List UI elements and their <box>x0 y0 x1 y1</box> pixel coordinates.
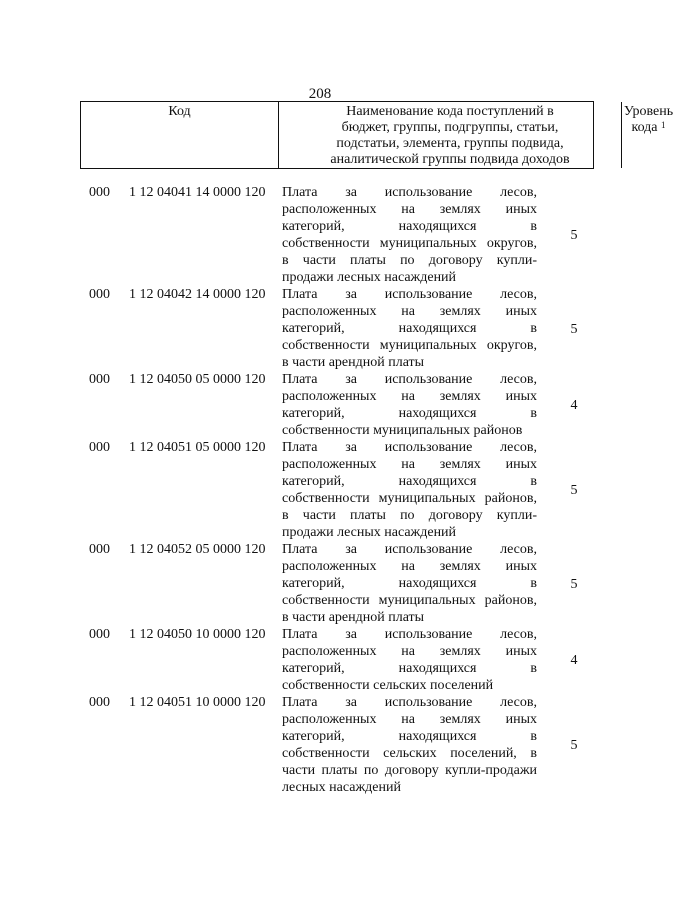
income-name <box>282 541 537 626</box>
code-level: 5 <box>570 576 578 592</box>
header-code-label: Код <box>168 104 191 119</box>
income-name-line: расположенных на землях иных <box>282 644 537 659</box>
income-name-line: продажи лесных насаждений <box>282 270 457 285</box>
table-row <box>0 694 640 796</box>
income-name-line: категорий, находящихся в <box>282 321 537 336</box>
table-row <box>0 371 640 439</box>
income-name-line: в части арендной платы <box>282 610 425 625</box>
income-codes-list <box>0 184 640 796</box>
income-name <box>282 439 537 541</box>
table-row <box>0 541 640 626</box>
income-name-line: собственности муниципальных районов <box>282 423 523 438</box>
income-name-line: Плата за использование лесов, <box>282 372 537 387</box>
header-name-line: подстатьи, элемента, группы подвида, <box>336 136 564 151</box>
code-level: 5 <box>570 228 578 243</box>
income-code: 1 12 04051 05 0000 120 <box>129 440 266 455</box>
income-name-line: в части платы по договору купли- <box>282 253 537 268</box>
income-name-line: продажи лесных насаждений <box>282 525 457 540</box>
income-code: 1 12 04052 05 0000 120 <box>129 542 266 557</box>
header-level-cell <box>622 102 675 168</box>
income-name-line: в части арендной платы <box>282 355 425 370</box>
income-code: 1 12 04050 05 0000 120 <box>129 372 266 387</box>
income-code: 1 12 04042 14 0000 120 <box>129 287 266 302</box>
income-name-line: расположенных на землях иных <box>282 389 537 404</box>
header-code-cell <box>81 102 279 168</box>
table-header <box>80 101 674 169</box>
income-code: 1 12 04041 14 0000 120 <box>129 185 266 200</box>
income-name-line: собственности муниципальных районов, <box>282 593 537 608</box>
code-level: 5 <box>570 738 578 753</box>
income-name-line: Плата за использование лесов, <box>282 185 537 200</box>
admin-code: 000 <box>89 185 110 200</box>
income-name-line: категорий, находящихся в <box>282 729 537 744</box>
income-name <box>282 626 537 694</box>
footnote-marker: 1 <box>661 120 666 130</box>
code-level: 4 <box>570 653 578 668</box>
table-row <box>0 184 640 286</box>
income-name-line: собственности муниципальных округов, <box>282 236 537 251</box>
income-name-line: Плата за использование лесов, <box>282 440 537 455</box>
income-name-line: Плата за использование лесов, <box>282 287 537 302</box>
income-name-line: категорий, находящихся в <box>282 219 537 234</box>
table-row <box>0 286 640 371</box>
income-name-line: категорий, находящихся в <box>282 406 537 421</box>
income-name-line: категорий, находящихся в <box>282 576 537 591</box>
income-name-line: собственности муниципальных округов, <box>282 338 537 353</box>
income-name-line: Плата за использование лесов, <box>282 627 537 642</box>
code-level: 5 <box>570 483 578 498</box>
income-name-line: расположенных на землях иных <box>282 202 537 217</box>
income-name-line: собственности сельских поселений, в <box>282 746 537 761</box>
header-name-line: бюджет, группы, подгруппы, статьи, <box>341 120 559 135</box>
table-row <box>0 626 640 694</box>
header-name-line: аналитической группы подвида доходов <box>330 152 570 167</box>
admin-code: 000 <box>89 695 110 710</box>
income-name-line: части платы по договору купли-продажи <box>282 763 537 778</box>
page-number: 208 <box>308 86 332 102</box>
header-level-line2: кода $^1$ <box>631 120 666 135</box>
header-level-line1: Уровень <box>623 104 674 119</box>
income-code: 1 12 04050 10 0000 120 <box>129 627 266 642</box>
header-name-cell <box>279 102 622 168</box>
code-level: 5 <box>570 321 578 337</box>
income-name-line: Плата за использование лесов, <box>282 542 537 557</box>
table-row <box>0 439 640 541</box>
admin-code: 000 <box>89 287 110 302</box>
income-name-line: Плата за использование лесов, <box>282 695 537 710</box>
income-name-line: расположенных на землях иных <box>282 712 537 727</box>
income-name-line: категорий, находящихся в <box>282 661 537 676</box>
income-name-line: собственности муниципальных районов, <box>282 491 537 506</box>
income-name <box>282 694 537 796</box>
income-name-line: в части платы по договору купли- <box>282 508 537 523</box>
income-name-line: расположенных на землях иных <box>282 559 537 574</box>
header-name-line: Наименование кода поступлений в <box>346 104 554 119</box>
income-name-line: лесных насаждений <box>282 780 401 795</box>
code-level: 4 <box>570 398 578 413</box>
income-name <box>282 371 537 439</box>
income-name <box>282 184 537 286</box>
income-name-line: расположенных на землях иных <box>282 457 537 472</box>
admin-code: 000 <box>89 542 110 557</box>
income-name-line: расположенных на землях иных <box>282 304 537 319</box>
income-code: 1 12 04051 10 0000 120 <box>129 695 266 710</box>
admin-code: 000 <box>89 440 110 455</box>
income-name <box>282 286 537 371</box>
admin-code: 000 <box>89 372 110 387</box>
income-name-line: собственности сельских поселений <box>282 678 494 693</box>
admin-code: 000 <box>89 627 110 642</box>
income-name-line: категорий, находящихся в <box>282 474 537 489</box>
